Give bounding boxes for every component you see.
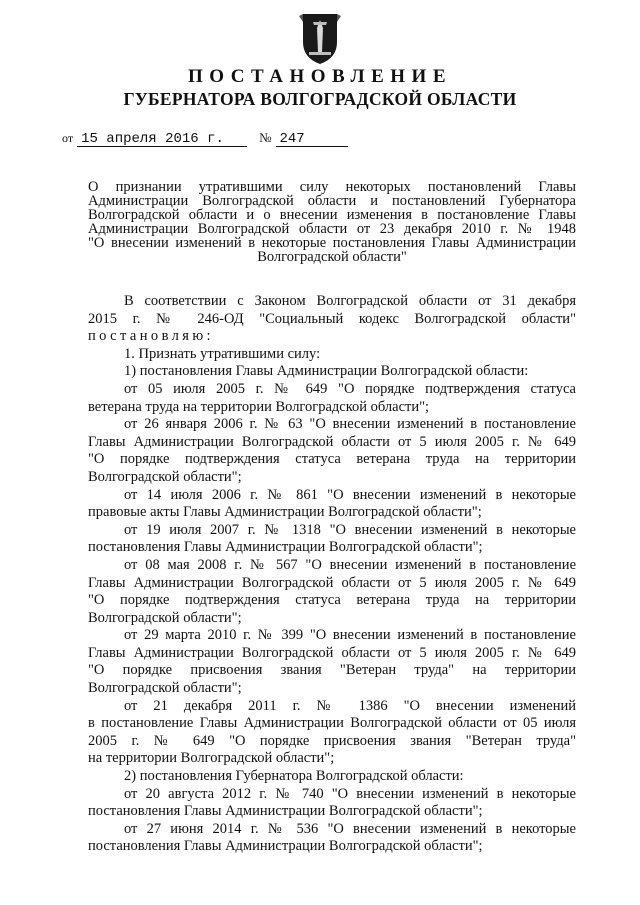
body-line: "О порядке присвоения звания "Ветеран труда" на территории	[88, 662, 576, 679]
subject-line: Администрации Волгоградской области от 23 декабря 2010 г. № 1948	[88, 221, 576, 237]
body-line: Волгоградской области";	[88, 609, 242, 626]
body-line: от 19 июля 2007 г. № 1318 "О внесении изменений в некоторые	[124, 521, 576, 538]
body-line: постановления Главы Администрации Волгоградской области";	[88, 838, 483, 855]
body-line: на территории Волгоградской области";	[88, 750, 335, 767]
subject-line: Администрации Волгоградской области и постановлений Губернатора	[88, 193, 576, 209]
resolve-word: постановляю:	[88, 328, 214, 345]
document-subject	[88, 180, 576, 264]
body-line: 2015 г. № 246-ОД "Социальный кодекс Волгоградской области"	[88, 310, 576, 327]
page-subtitle: ГУБЕРНАТОРА ВОЛГОГРАДСКОЙ ОБЛАСТИ	[123, 89, 517, 109]
body-line: ветерана труда на территории Волгоградской области";	[88, 398, 430, 415]
body-line: от 20 августа 2012 г. № 740 "О внесении изменений в некоторые	[124, 785, 576, 802]
body-line: 2005 г. № 649 "О порядке присвоения звания "Ветеран труда"	[88, 732, 576, 749]
subject-line: О признании утратившими силу некоторых постановлений Главы	[88, 179, 576, 195]
print-footer	[300, 893, 620, 899]
body-line: "О порядке подтверждения статуса ветерана труда на территории	[88, 592, 576, 609]
body-line: Волгоградской области";	[88, 468, 242, 485]
document-body	[88, 293, 576, 856]
body-line: в постановление Главы Администрации Волгоградской области от 05 июля	[88, 715, 576, 732]
body-line: Волгоградской области";	[88, 680, 242, 697]
subject-line: Волгоградской области и о внесении изменения в постановление Главы	[88, 207, 576, 223]
body-line: от 27 июня 2014 г. № 536 "О внесении изменений в некоторые	[124, 820, 576, 837]
document-number: 247	[276, 132, 348, 147]
body-line: Главы Администрации Волгоградской области от 5 июля 2005 г. № 649	[88, 644, 576, 661]
subject-line: Волгоградской области"	[257, 249, 407, 265]
body-line: Главы Администрации Волгоградской области от 5 июля 2005 г. № 649	[88, 574, 576, 591]
subject-line: "О внесении изменений в некоторые постановления Главы Администрации	[88, 235, 576, 251]
document-meta	[60, 130, 348, 147]
document-date: 15 апреля 2016 г.	[77, 132, 247, 147]
body-line: от 05 июля 2005 г. № 649 "О порядке подтверждения статуса	[124, 380, 576, 397]
body-line: от 08 мая 2008 г. № 567 "О внесении изменений в постановление	[124, 556, 576, 573]
body-line: от 29 марта 2010 г. № 399 "О внесении изменений в постановление	[124, 627, 576, 644]
body-line: постановления Главы Администрации Волгоградской области";	[88, 803, 483, 820]
coat-of-arms-icon	[295, 8, 345, 68]
number-label: №	[259, 130, 272, 145]
page-title: ПОСТАНОВЛЕНИЕ	[187, 66, 453, 87]
body-line: "О порядке подтверждения статуса ветерана труда на территории	[88, 451, 576, 468]
body-line: от 14 июля 2006 г. № 861 "О внесении изменений в некоторые	[124, 486, 576, 503]
body-line: правовые акты Главы Администрации Волгоградской области";	[88, 504, 482, 521]
body-line: В соответствии с Законом Волгоградской области от 31 декабря	[124, 293, 576, 309]
body-line: от 21 декабря 2011 г. № 1386 "О внесении изменений	[124, 697, 576, 714]
body-line: 1. Признать утратившими силу:	[124, 345, 321, 362]
body-line: от 26 января 2006 г. № 63 "О внесении изменений в постановление	[124, 416, 576, 433]
body-line: Главы Администрации Волгоградской области от 5 июля 2005 г. № 649	[88, 433, 576, 450]
body-line: 2) постановления Губернатора Волгоградской области:	[124, 768, 464, 785]
body-line: 1) постановления Главы Администрации Волгоградской области:	[124, 363, 529, 380]
body-line: постановления Главы Администрации Волгоградской области";	[88, 539, 483, 556]
date-label: от	[62, 131, 74, 145]
